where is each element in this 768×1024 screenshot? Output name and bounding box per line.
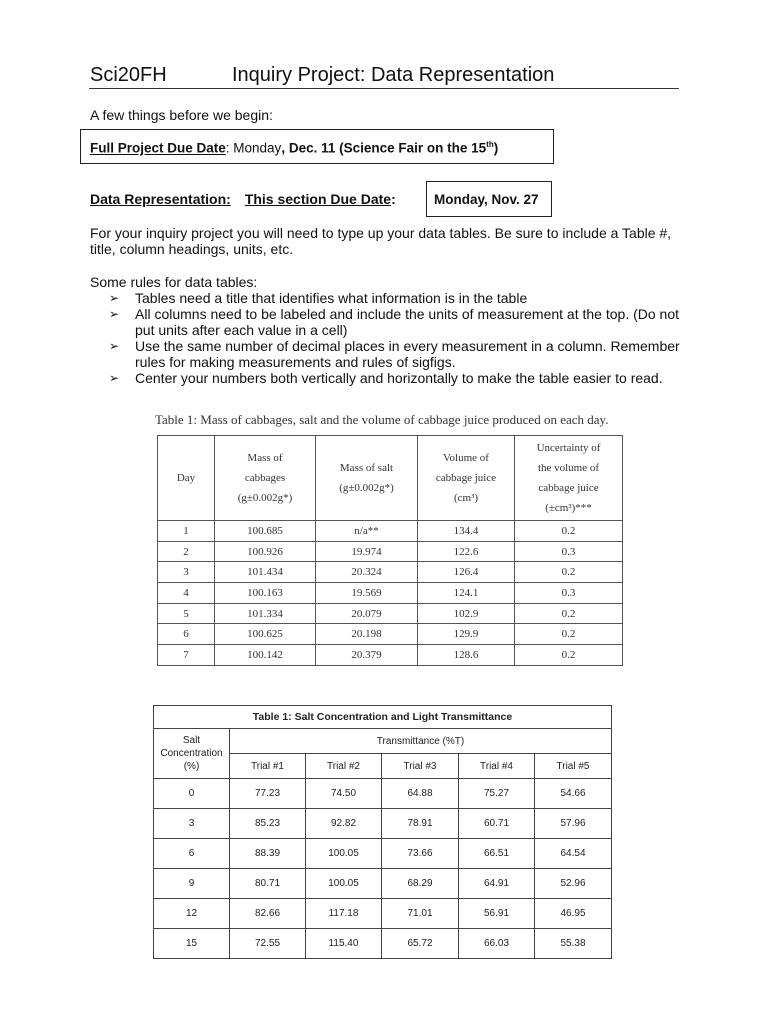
table-row: 4 100.163 19.569 124.1 0.3 xyxy=(158,583,623,604)
section-due-date: Monday, Nov. 27 xyxy=(434,192,539,207)
table-row: 6 88.39 100.05 73.66 66.51 64.54 xyxy=(154,839,612,869)
table-row: 7 100.142 20.379 128.6 0.2 xyxy=(158,645,623,666)
table-row: 2 100.926 19.974 122.6 0.3 xyxy=(158,541,623,562)
rule-item: ➢ Center your numbers both vertically and horizontally to make the table easier to read. xyxy=(109,370,690,386)
paragraph-line: title, column headings, units, etc. xyxy=(90,241,294,257)
table2-caption: Table 1: Salt Concentration and Light Transmittance xyxy=(154,706,612,729)
rules-title: Some rules for data tables: xyxy=(90,274,258,290)
table-row: 15 72.55 115.40 65.72 66.03 55.38 xyxy=(154,929,612,959)
table1 xyxy=(157,435,623,666)
intro-text: A few things before we begin: xyxy=(90,107,273,123)
table1-header-row xyxy=(158,436,623,521)
rule-item: ➢ All columns need to be labeled and include the units of measurement at the top. (Do not put units after each value in a cell) xyxy=(109,306,690,338)
table2-header-trial: Trial #4 xyxy=(459,754,535,779)
rules-section xyxy=(90,274,690,386)
table2-header-transmittance: Transmittance (%T) xyxy=(230,729,612,754)
table-row: 0 77.23 74.50 64.88 75.27 54.66 xyxy=(154,779,612,809)
due-date: , Dec. 11 (Science Fair on the 15 xyxy=(281,140,487,156)
document-header xyxy=(89,62,679,89)
table-row: 9 80.71 100.05 68.29 64.91 52.96 xyxy=(154,869,612,899)
rule-item: ➢ Tables need a title that identifies what information is in the table xyxy=(109,290,690,306)
table-row: 6 100.625 20.198 129.9 0.2 xyxy=(158,624,623,645)
rule-item: ➢ Use the same number of decimal places in every measurement in a column. Remember rules for making measurements and rules of sigfigs. xyxy=(109,338,690,370)
due-label: Full Project Due Date xyxy=(90,140,226,156)
table-row: 3 85.23 92.82 78.91 60.71 57.96 xyxy=(154,809,612,839)
course-code: Sci20FH xyxy=(90,64,167,86)
section-due-colon: : xyxy=(391,191,396,207)
project-due-box xyxy=(80,129,554,164)
table1-header-uncertainty: Uncertainty of the volume of cabbage juice (±cm³)*** xyxy=(515,436,623,521)
section-label: Data Representation: xyxy=(90,191,231,207)
table2-header-trial: Trial #3 xyxy=(382,754,459,779)
due-date-close: ) xyxy=(493,140,499,156)
table1-header-day: Day xyxy=(158,436,215,521)
section-heading xyxy=(90,191,396,207)
table2-header-salt-concentration: Salt Concentration (%) xyxy=(154,729,230,779)
paragraph-line: For your inquiry project you will need to type up your data tables. Be sure to include a Table #, xyxy=(90,225,672,241)
table1-header-mass-salt: Mass of salt (g±0.002g*) xyxy=(316,436,418,521)
table1-caption: Table 1: Mass of cabbages, salt and the volume of cabbage juice produced on each day. xyxy=(155,412,609,427)
table1-header-mass-cabbages: Mass of cabbages (g±0.002g*) xyxy=(215,436,316,521)
table-row: 5 101.334 20.079 102.9 0.2 xyxy=(158,603,623,624)
table2-header-trial: Trial #2 xyxy=(306,754,382,779)
due-date-suffix: th xyxy=(486,140,494,149)
section-due-label: This section Due Date xyxy=(244,191,392,207)
table2-header-trial: Trial #1 xyxy=(230,754,306,779)
document-title: Inquiry Project: Data Representation xyxy=(232,64,555,86)
table-row: 3 101.434 20.324 126.4 0.2 xyxy=(158,562,623,583)
instructions-paragraph xyxy=(90,225,690,257)
section-due-date-box xyxy=(426,181,552,217)
table2-header-trial: Trial #5 xyxy=(535,754,612,779)
rules-list xyxy=(90,290,690,386)
table-row: 1 100.685 n/a** 134.4 0.2 xyxy=(158,521,623,542)
table2 xyxy=(153,705,612,959)
table-row: 12 82.66 117.18 71.01 56.91 46.95 xyxy=(154,899,612,929)
due-weekday: : Monday xyxy=(225,140,282,156)
table1-header-volume: Volume of cabbage juice (cm³) xyxy=(418,436,515,521)
